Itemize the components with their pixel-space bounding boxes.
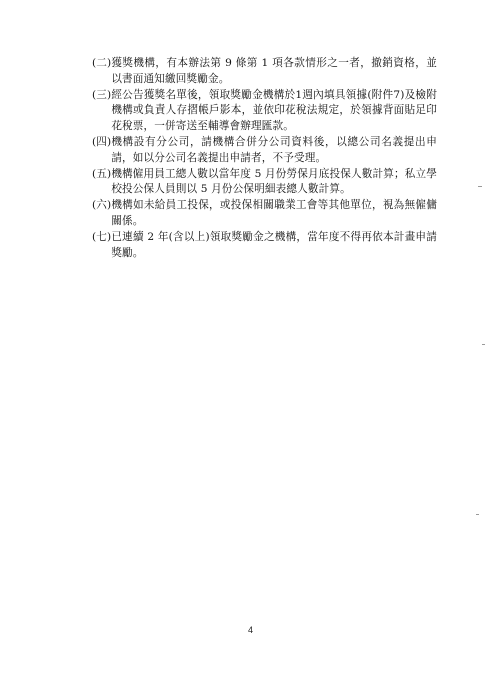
scan-mark: [482, 344, 485, 345]
clause-marker: (二): [92, 57, 112, 69]
clause-text: 機構設有分公司，請機構合併分公司資料後，以總公司名義提出申請，如以分公司名義提出申請者，不予受理。: [111, 135, 437, 164]
scan-mark: [478, 186, 482, 187]
clause-text: 獲獎機構，有本辦法第 9 條第 1 項各款情形之一者，撤銷資格，並以書面通知繳回獎勵金。: [111, 57, 437, 85]
scan-mark: [476, 514, 479, 515]
clause-3: [92, 88, 437, 135]
clause-marker: (七): [92, 230, 112, 243]
clause-text: 已連續 2 年(含以上)領取獎勵金之機構，當年度不得再依本計畫申請獎勵。: [111, 230, 437, 259]
clause-7: [92, 230, 437, 262]
clause-text: 機構僱用員工總人數以當年度 5 月份勞保月底投保人數計算；私立學校投公保人員則以 5 月份公保明細表總人數計算。: [111, 167, 437, 196]
clause-marker: (四): [92, 135, 112, 148]
clause-text: 機構如未給員工投保，或投保相關職業工會等其他單位，視為無僱傭關係。: [111, 199, 437, 227]
clause-marker: (六): [92, 199, 112, 212]
clause-2: [92, 56, 437, 88]
clause-marker: (三): [92, 88, 112, 101]
clause-4: [92, 135, 437, 167]
clause-marker: (五): [92, 167, 112, 180]
page-number: 4: [247, 625, 253, 635]
clause-list: [92, 56, 437, 261]
clause-text: 經公告獲獎名單後，領取獎勵金機構於1週內填具領據(附件7)及檢附機構或負責人存摺帳戶影本，並依印花稅法規定，於領據背面貼足印花稅票，一併寄送至輔導會辦理匯款。: [111, 88, 437, 133]
clause-5: [92, 167, 437, 199]
clause-6: [92, 198, 437, 230]
